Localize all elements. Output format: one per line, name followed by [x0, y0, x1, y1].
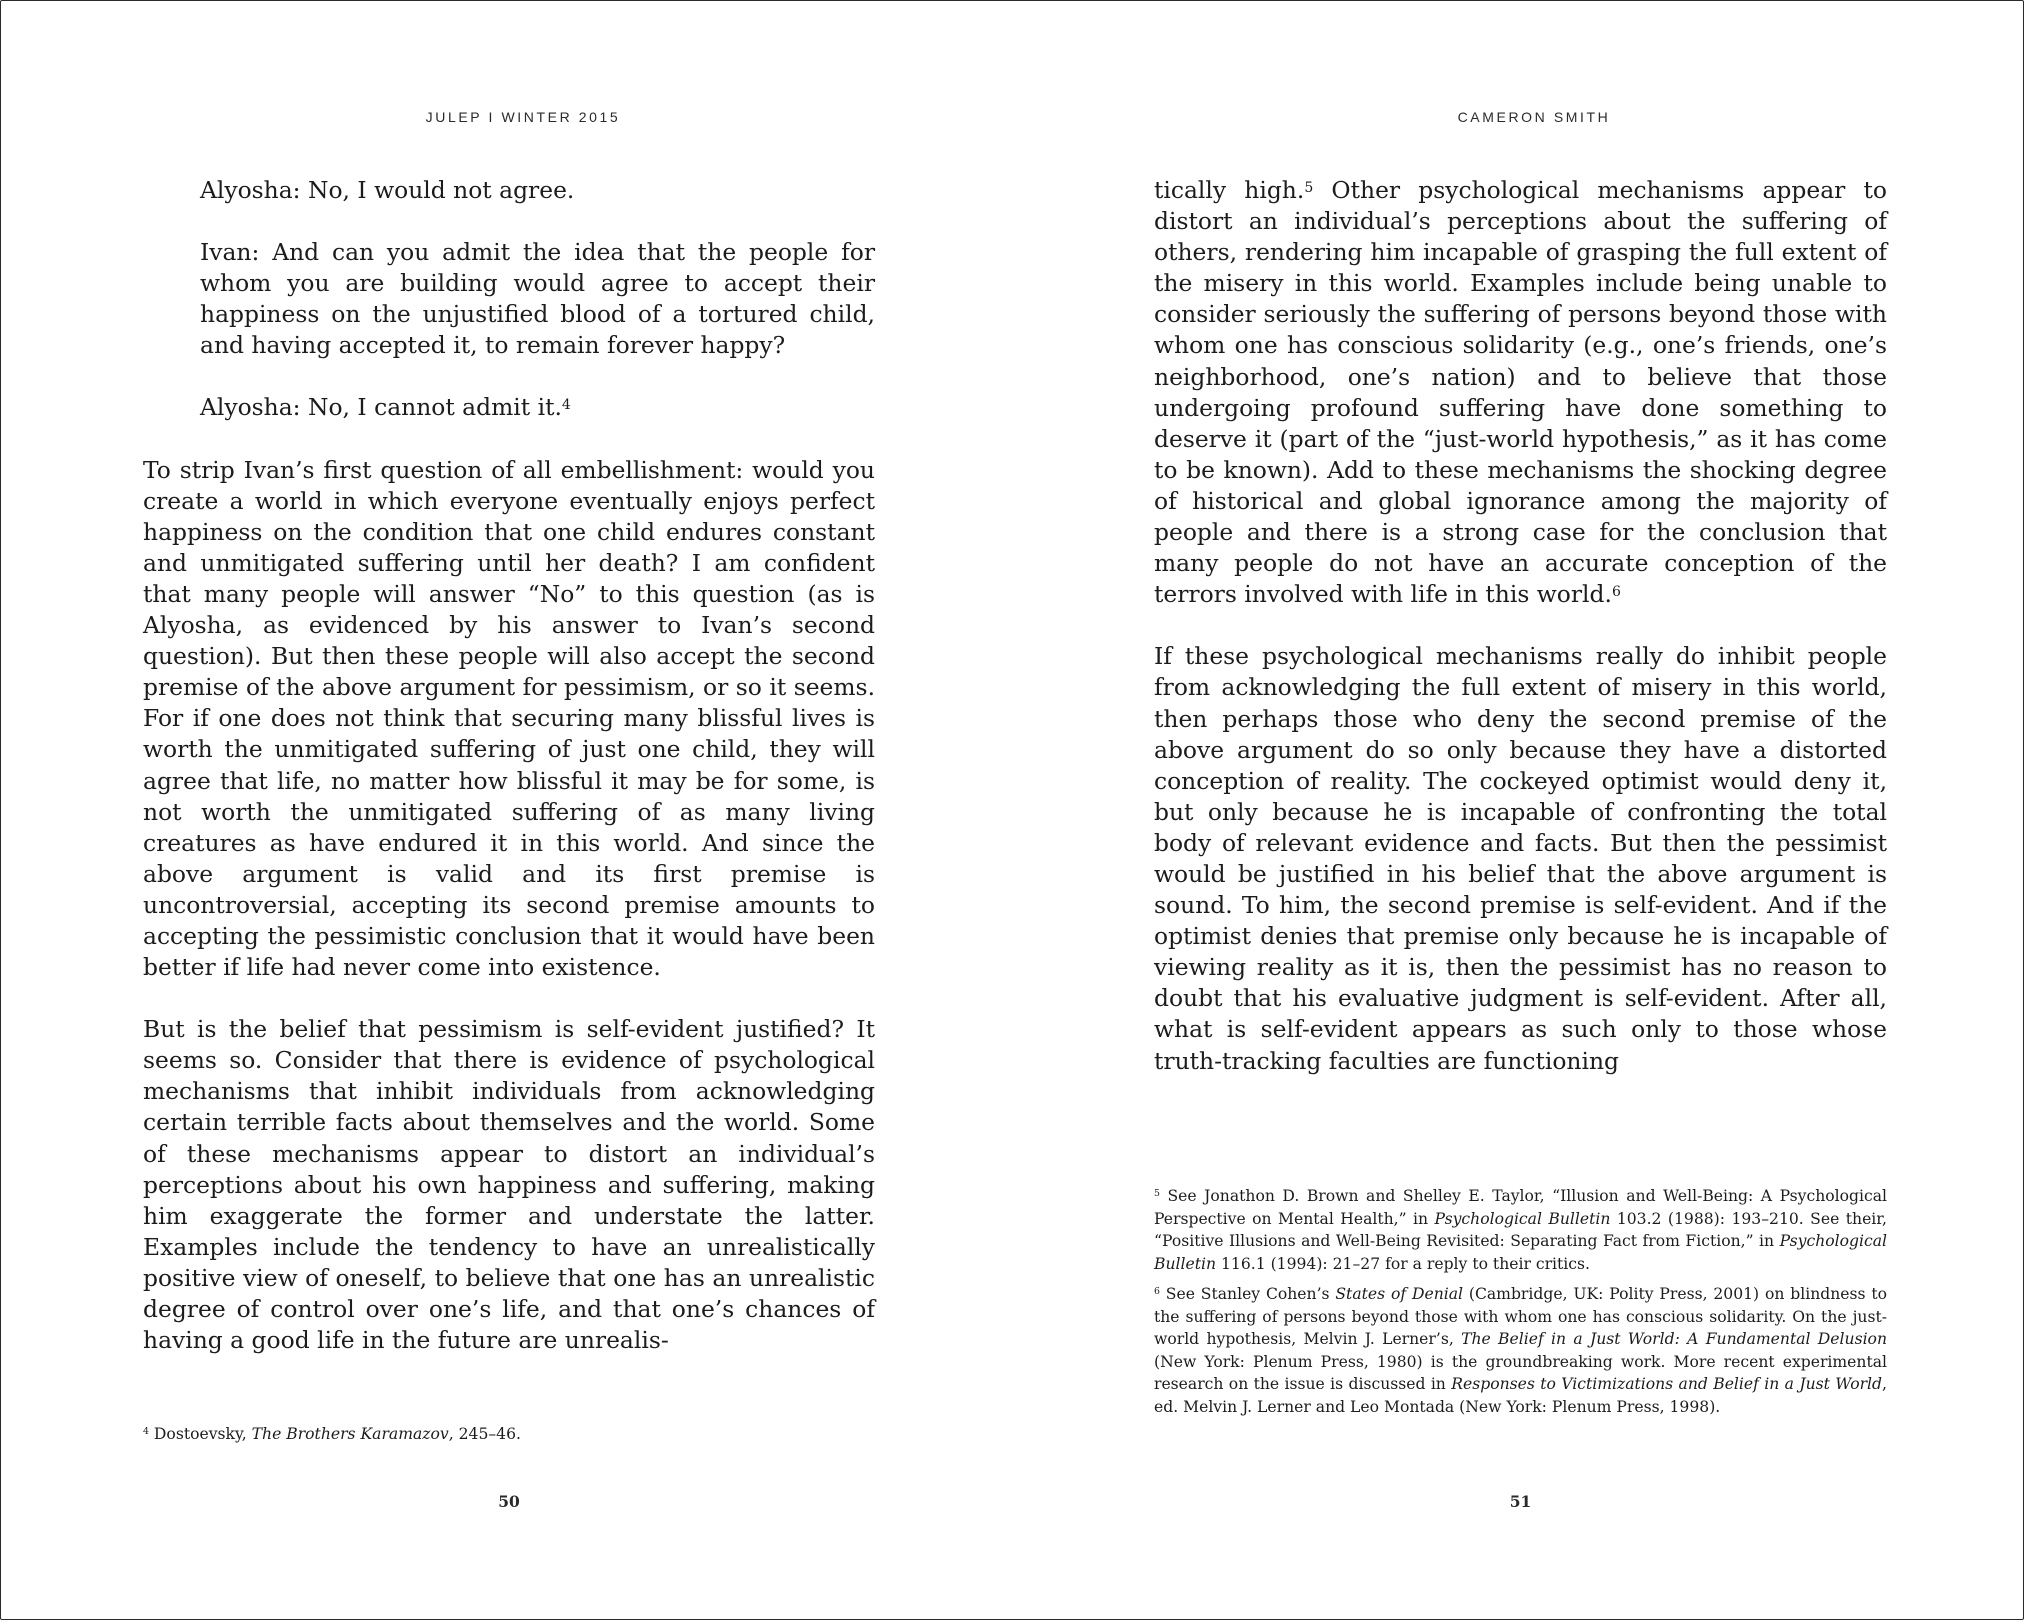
paragraph: tically high.$^5$ Other psychological mechanisms appear to distort an individual’s perceptions about the suffering of others, rendering him incapable of grasping the full extent of the misery in this world. Examples include being unable to consider seriously the suffering of persons beyond those with whom one has conscious solidarity (e.g., one’s friends, one’s neighborhood, one’s nation) and to believe that those undergoing profound suffering have done something to deserve it (part of the “just-world hypothesis,” as it has come to be known). Add to these mechanisms the shocking degree of historical and global ignorance among the majority of people and there is a strong case for the conclusion that many people do not have an accurate conception of the terrors involved with life in this world.$^6$ — [1154, 176, 1888, 609]
left-body-text — [143, 175, 875, 1356]
footnotes — [1154, 1185, 1887, 1418]
dialogue-line: Alyosha: No, I would not agree. — [200, 176, 575, 204]
page-number: 50 — [498, 1492, 520, 1511]
footnotes — [143, 1423, 903, 1446]
dialogue-line: Alyosha: No, I cannot admit it.$^4$ — [200, 393, 571, 422]
footnote-ref[interactable]: 6 — [1611, 584, 1621, 601]
paragraph: But is the belief that pessimism is self-evident justified? It seems so. Consider that there is evidence of psychological mechanisms that inhibit individuals from acknowledging certain terrible facts about themselves and the world. Some of these mechanisms appear to distort an individual’s perceptions about his own happiness and suffering, making him exaggerate the former and understate the latter. Examples include the tendency to have an unrealistically positive view of oneself, to believe that one has an unrealistic degree of control over one’s life, and that one’s chances of having a good life in the future are unrealis- — [143, 1015, 875, 1355]
footnote-ref[interactable]: 5 — [1304, 180, 1314, 196]
running-head: JULEP I WINTER 2015 — [425, 109, 621, 125]
paragraph: If these psychological mechanisms really do inhibit people from acknowledging the full extent of misery in this world, then perhaps those who deny the second premise of the above argument do so only because they have a distorted conception of reality. The cockeyed optimist would deny it, but only because he is incapable of confronting the total body of relevant evidence and facts. But then the pessimist would be justified in his belief that the above argument is sound. To him, the second premise is self-evident. And if the optimist denies that premise only because he is incapable of viewing reality as it is, then the pessimist has no reason to doubt that his evaluative judgment is self-evident. After all, what is self-evident appears as such only to those whose truth-tracking faculties are functioning — [1154, 642, 1887, 1075]
footnote-ref[interactable]: 4 — [561, 397, 571, 414]
paragraph: To strip Ivan’s first question of all embellishment: would you create a world in which everyone eventually enjoys perfect happiness on the condition that one child endures constant and unmitigated suffering until her death? I am confident that many people will answer “No” to this question (as is Alyosha, as evidenced by his answer to Ivan’s second question). But then these people will also accept the second premise of the above argument for pessimism, or so it seems. For if one does not think that securing many blissful lives is worth the unmitigated suffering of just one child, they will agree that life, no matter how blissful it may be for some, is not worth the unmitigated suffering of as many living creatures as have endured it in this world. And since the above argument is valid and its first premise is uncontroversial, accepting its second premise amounts to accepting the pessimistic conclusion that it would have been better if life had never come into existence. — [143, 455, 875, 982]
footnote: $^5$ See Jonathon D. Brown and Shelley E. Taylor, “Illusion and Well-Being: A Psychological Perspective on Mental Health,” in Psychological Bulletin 103.2 (1988): 193–210. See their, “Positive Illusions and Well-Being Revisited: Separating Fact from Fiction,” in Psychological Bulletin 116.1 (1994): 21–27 for a reply to their critics. — [1154, 1187, 1887, 1273]
dialogue-line: Ivan: And can you admit the idea that the people for whom you are building would agree to accept their happiness on the unjustified blood of a tortured child, and having accepted it, to remain forever happy? — [200, 238, 875, 360]
right-body-text — [1154, 175, 1887, 1077]
running-head: CAMERON SMITH — [1457, 109, 1611, 125]
footnote: $^4$ Dostoevsky, The Brothers Karamazov, 245–46. — [143, 1425, 521, 1443]
footnote: $^6$ See Stanley Cohen’s States of Denial (Cambridge, UK: Polity Press, 2001) on blindness to the suffering of persons beyond those with whom one has conscious solidarity. On the just-world hypothesis, Melvin J. Lerner’s, The Belief in a Just World: A Fundamental Delusion (New York: Plenum Press, 1980) is the groundbreaking work. More recent experimental research on the issue is discussed in Responses to Victimizations and Belief in a Just World, ed. Melvin J. Lerner and Leo Montada (New York: Plenum Press, 1998). — [1154, 1285, 1887, 1416]
page-number: 51 — [1509, 1492, 1532, 1511]
